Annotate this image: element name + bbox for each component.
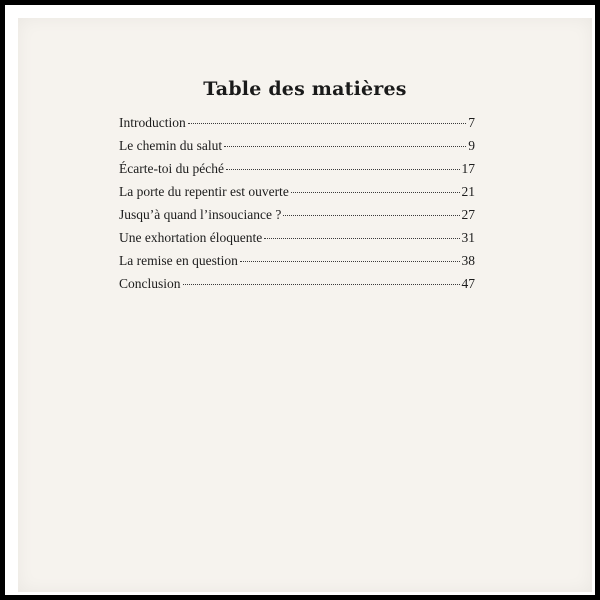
toc-entry-chemin-du-salut (119, 138, 475, 161)
dot-leader (264, 238, 459, 239)
dot-leader (183, 284, 460, 285)
toc-entry-page-number: 47 (461, 276, 475, 291)
toc-entry-page-number: 9 (468, 138, 475, 153)
table-of-contents (119, 115, 475, 299)
toc-entry-label: Introduction (119, 115, 186, 130)
toc-entry-page-number: 27 (461, 207, 475, 222)
toc-entry-page-number: 17 (461, 161, 475, 176)
toc-entry-porte-du-repentir (119, 184, 475, 207)
toc-entry-label: Écarte-toi du péché (119, 161, 224, 176)
toc-entry-label: La remise en question (119, 253, 238, 268)
dot-leader (291, 192, 460, 193)
toc-entry-label: Le chemin du salut (119, 138, 223, 153)
toc-entry-page-number: 38 (461, 253, 475, 268)
toc-entry-label: Conclusion (119, 276, 181, 291)
toc-entry-label: Jusqu’à quand l’insouciance ? (119, 207, 282, 222)
toc-entry-conclusion (119, 276, 475, 299)
toc-entry-page-number: 31 (461, 230, 475, 245)
toc-entry-page-number: 21 (461, 184, 475, 199)
dot-leader (224, 146, 466, 147)
toc-entry-label: Une exhortation éloquente (119, 230, 263, 245)
dot-leader (188, 123, 467, 124)
toc-entry-page-number: 7 (468, 115, 475, 130)
book-page (18, 18, 592, 592)
toc-entry-ecarte-toi (119, 161, 475, 184)
dot-leader (226, 169, 460, 170)
toc-entry-insouciance (119, 207, 475, 230)
toc-entry-exhortation (119, 230, 475, 253)
toc-entry-introduction (119, 115, 475, 138)
toc-entry-label: La porte du repentir est ouverte (119, 184, 289, 199)
page-title: Table des matières (203, 78, 407, 100)
dot-leader (283, 215, 459, 216)
dot-leader (240, 261, 460, 262)
toc-entry-remise-en-question (119, 253, 475, 276)
